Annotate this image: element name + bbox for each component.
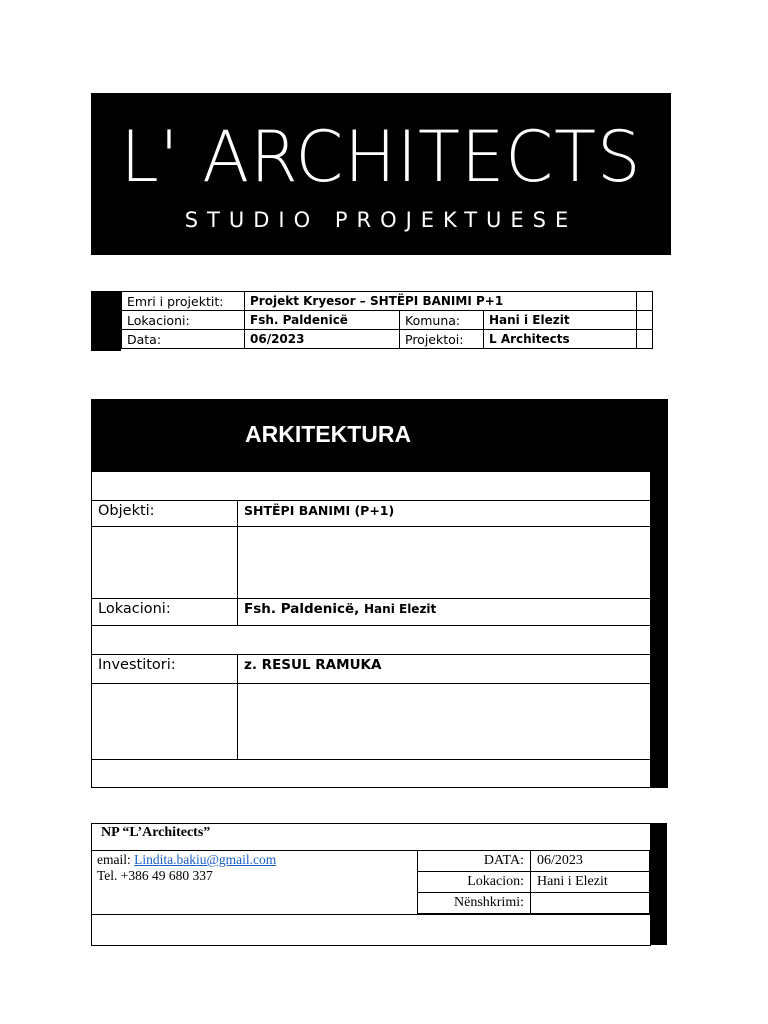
empty-cell — [238, 684, 651, 760]
arkitektura-side-bar — [650, 471, 668, 788]
date-value: 06/2023 — [245, 330, 400, 349]
empty-cell — [92, 527, 238, 599]
arkitektura-section — [91, 399, 668, 788]
project-info-table — [91, 291, 667, 351]
empty-row — [92, 760, 651, 788]
location-value-main: Fsh. Paldenicë, — [244, 601, 360, 617]
footer-date-value: 06/2023 — [531, 851, 650, 872]
footer-meta-table — [417, 850, 650, 914]
signature-value — [531, 893, 650, 914]
brand-subtitle: STUDIO PROJEKTUESE — [184, 208, 578, 232]
footer-date-label: DATA: — [418, 851, 531, 872]
logo-banner — [91, 93, 671, 255]
empty-cell — [238, 527, 651, 599]
email-label: email: — [97, 852, 131, 867]
email-link[interactable]: Lindita.bakiu@gmail.com — [134, 852, 277, 867]
signature-label: Nënshkrimi: — [418, 893, 531, 914]
contact-block — [97, 852, 276, 884]
designer-value: L Architects — [484, 330, 637, 349]
phone-number: Tel. +386 49 680 337 — [97, 868, 213, 883]
company-name: NP “L’Architects” — [101, 825, 211, 840]
footer-table — [91, 823, 667, 946]
project-value: Projekt Kryesor – SHTËPI BANIMI P+1 — [245, 292, 637, 311]
info-empty-cell — [637, 292, 653, 311]
footer-location-label: Lokacion: — [418, 872, 531, 893]
arkitektura-header — [91, 399, 668, 471]
footer-location-value: Hani i Elezit — [531, 872, 650, 893]
footer-side-bar — [650, 823, 667, 945]
location-value: Fsh. Paldenicë — [245, 311, 400, 330]
empty-row — [92, 626, 651, 655]
location-label: Lokacioni: — [92, 599, 238, 626]
location-value — [238, 599, 651, 626]
brand-title: L' ARCHITECTS — [120, 116, 642, 198]
municipality-label: Komuna: — [400, 311, 484, 330]
arkitektura-heading: ARKITEKTURA — [245, 421, 412, 447]
info-side-bar — [91, 291, 121, 351]
object-label: Objekti: — [92, 501, 238, 527]
footer-divider — [91, 914, 650, 915]
object-value: SHTËPI BANIMI (P+1) — [238, 501, 651, 527]
investor-label: Investitori: — [92, 655, 238, 684]
location-label: Lokacioni: — [122, 311, 245, 330]
empty-cell — [92, 684, 238, 760]
municipality-value: Hani i Elezit — [484, 311, 637, 330]
investor-value: z. RESUL RAMUKA — [238, 655, 651, 684]
designer-label: Projektoi: — [400, 330, 484, 349]
info-empty-cell — [637, 330, 653, 349]
empty-row — [92, 472, 651, 501]
project-label: Emri i projektit: — [122, 292, 245, 311]
date-label: Data: — [122, 330, 245, 349]
info-empty-cell — [637, 311, 653, 330]
location-value-small: Hani Elezit — [364, 602, 437, 616]
